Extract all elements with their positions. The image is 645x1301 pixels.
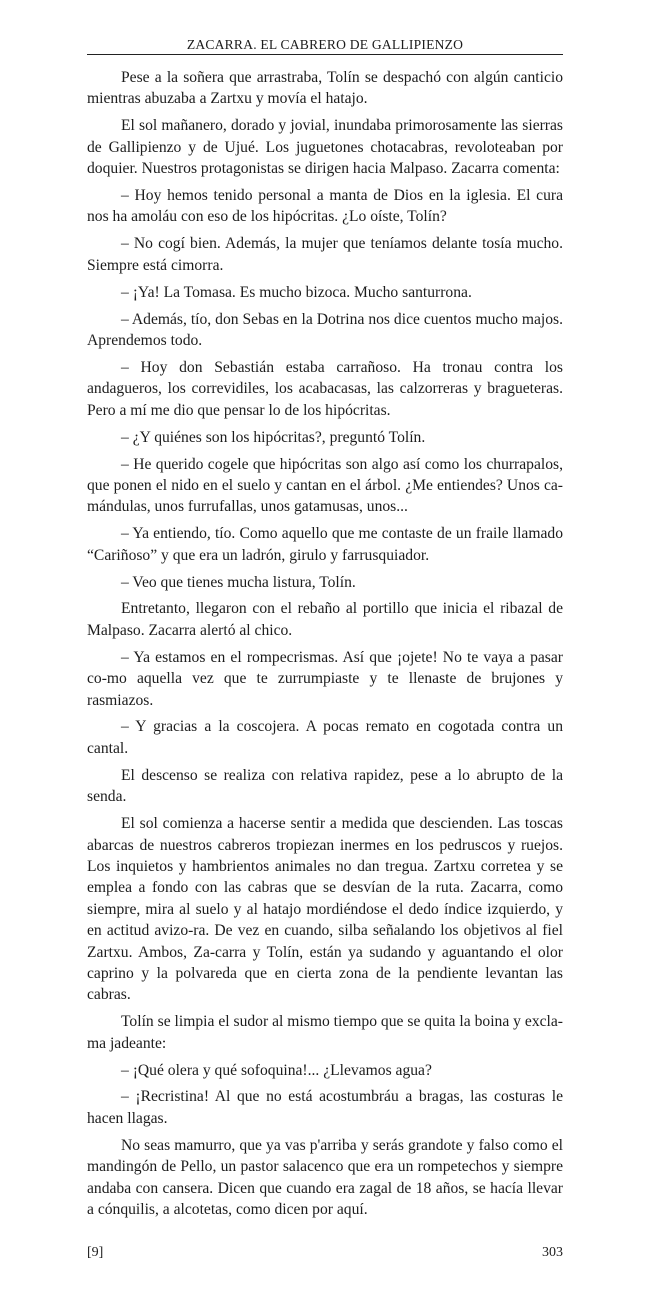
- paragraph: Tolín se limpia el sudor al mismo tiempo que se quita la boina y excla-ma jadeante:: [87, 1013, 563, 1052]
- paragraph: El sol comienza a hacerse sentir a medida que descienden. Las toscas abarcas de nuestros cabreros tropiezan inermes en los pedruscos y ruejos. Los inquietos y hambrientos animales no dan tregua. Zartxu corretea y se emplea a fondo con las cabras que se desvían de la ruta. Zacarra, como siempre, mira al suelo y al hatajo mordiéndose el dedo índice izquierdo, y en actitud avizo-ra. De vez en cuando, silba señalando los objetivos al fiel Zartxu. Ambos, Za-carra y Tolín, están ya sudando y aguantando el olor caprino y la polvareda que en cierta zona de la pendiente levantan las cabras.: [87, 815, 563, 1004]
- dialogue-line: – Hoy hemos tenido personal a manta de Dios en la iglesia. El cura nos ha amoláu con eso de los hipócritas. ¿Lo oíste, Tolín?: [87, 187, 563, 226]
- dialogue-line: – No cogí bien. Además, la mujer que teníamos delante tosía mucho. Siempre está cimorra.: [87, 235, 563, 274]
- dialogue-line: – Además, tío, don Sebas en la Dotrina nos dice cuentos mucho majos. Aprendemos todo.: [87, 310, 563, 349]
- body-text: [87, 67, 563, 1226]
- dialogue-line: – ¿Y quiénes son los hipócritas?, preguntó Tolín.: [121, 428, 426, 446]
- header-rule: [87, 54, 563, 55]
- page-footer: [87, 1226, 563, 1301]
- paragraph: No seas mamurro, que ya vas p'arriba y serás grandote y falso como el mandingón de Pello, un pastor salacenco que era un rompetechos y siempre andaba con cansera. Dicen que cuando era zagal de 18 años, se hacía llevar a cónquilis, a alcotetas, como dicen por aquí.: [87, 1136, 563, 1218]
- running-head: ZACARRA. EL CABRERO DE GALLIPIENZO: [186, 37, 464, 52]
- dialogue-line: – Veo que tienes mucha listura, Tolín.: [121, 573, 356, 591]
- dialogue-line: – Ya estamos en el rompecrismas. Así que ¡ojete! No te vaya a pasar co-mo aquella vez que te zurrumpiaste y te llenaste de brujones y rasmiazos.: [87, 648, 563, 709]
- paragraph: El sol mañanero, dorado y jovial, inundaba primorosamente las sierras de Gallipienzo y de Ujué. Los juguetones chotacabras, revoloteaban por doquier. Nuestros protagonistas se dirigen hacia Malpaso. Zacarra comenta:: [87, 117, 563, 178]
- dialogue-line: – ¡Qué olera y qué sofoquina!... ¿Llevamos agua?: [121, 1061, 432, 1079]
- paragraph: Pese a la soñera que arrastraba, Tolín se despachó con algún canticio mientras abuzaba a Zartxu y movía el hatajo.: [87, 69, 563, 108]
- page-number: 303: [542, 1244, 563, 1260]
- paragraph: El descenso se realiza con relativa rapidez, pese a lo abrupto de la senda.: [87, 766, 563, 806]
- dialogue-line: – ¡Ya! La Tomasa. Es mucho bizoca. Mucho santurrona.: [121, 283, 472, 301]
- dialogue-line: – Hoy don Sebastián estaba carrañoso. Ha tronau contra los andagueros, los correvidiles, los acabacasas, las calzorreras y bragueteras. Pero a mí me dio que pensar lo de los hipócritas.: [87, 358, 563, 419]
- dialogue-line: – ¡Recristina! Al que no está acostumbráu a bragas, las costuras le hacen llagas.: [87, 1088, 563, 1127]
- section-number: [9]: [87, 1244, 104, 1260]
- dialogue-line: – Y gracias a la coscojera. A pocas remato en cogotada contra un cantal.: [87, 718, 563, 757]
- dialogue-line: – He querido cogele que hipócritas son algo así como los churrapalos, que ponen el nido en el suelo y cantan en el árbol. ¿Me entiendes? Unos ca-mándulas, unos furrufallas, unos gatamusas, unos...: [87, 455, 563, 516]
- book-page: [87, 0, 563, 1301]
- dialogue-line: – Ya entiendo, tío. Como aquello que me contaste de un fraile llamado “Cariñoso” y que era un ladrón, girulo y farrusquiador.: [87, 525, 563, 564]
- paragraph: Entretanto, llegaron con el rebaño al portillo que inicia el ribazal de Malpaso. Zacarra alertó al chico.: [87, 600, 563, 639]
